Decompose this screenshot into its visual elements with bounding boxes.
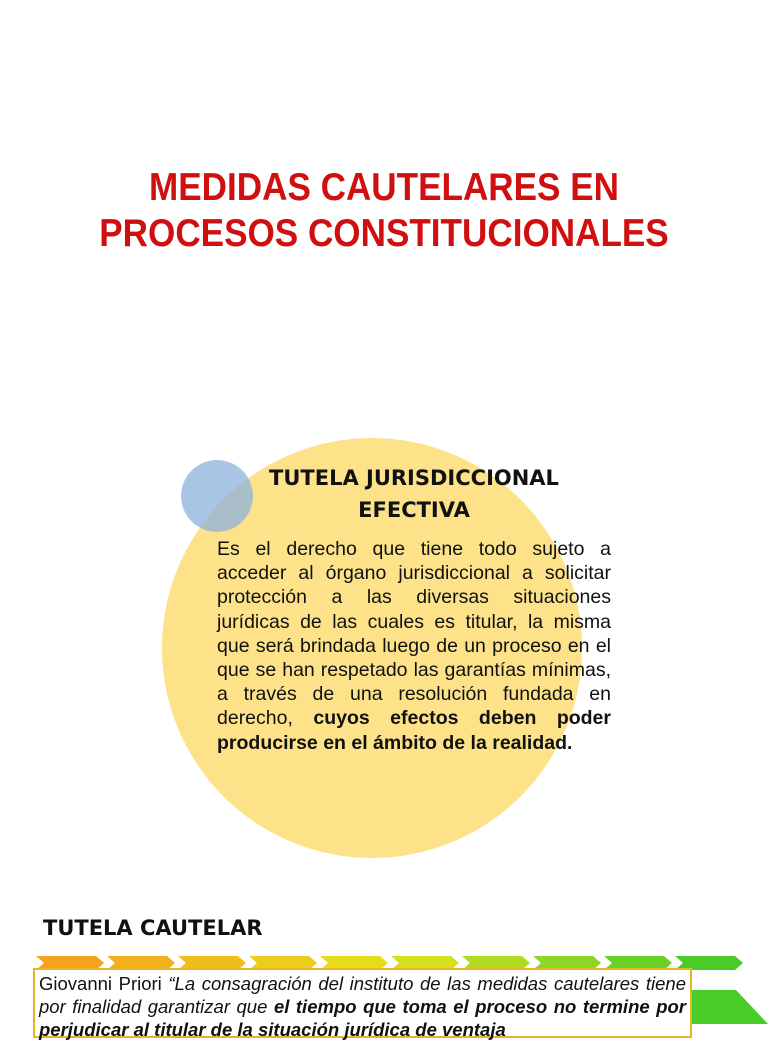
priori-quote-box (33, 968, 692, 1038)
heading-line-2: EFECTIVA (358, 498, 470, 522)
tutela-cautelar-heading: TUTELA CAUTELAR (43, 916, 263, 940)
slide-title (38, 165, 729, 257)
heading-line-1: TUTELA JURISDICCIONAL (269, 466, 559, 490)
quote-author: Giovanni Priori (39, 973, 169, 994)
quote-italic-text: “La consagración del instituto de las medidas cautelares tiene por finalidad garantizar que (39, 973, 687, 1017)
quote-bold-text: el tiempo que toma el proceso no termine por perjudicar al titular de la situación jurídica de ventaja (39, 996, 686, 1040)
tutela-jurisdiccional-definition (217, 537, 611, 755)
slide-title-line-2: PROCESOS CONSTITUCIONALES (99, 212, 669, 255)
definition-bold-text: cuyos efectos deben poder producirse en el ámbito de la realidad. (217, 707, 611, 754)
chevron-arrow-head (692, 990, 768, 1024)
slide-title-line-1: MEDIDAS CAUTELARES EN (149, 166, 619, 209)
definition-plain-text: Es el derecho que tiene todo sujeto a acceder al órgano jurisdiccional a solicitar protección a las diversas situaciones jurídicas de las cuales es titular, la misma que será brindada luego de un proceso en el que se han respetado las garantías mínimas, a través de una resolución fundada en derecho, (217, 538, 611, 730)
tutela-jurisdiccional-heading (228, 462, 600, 526)
